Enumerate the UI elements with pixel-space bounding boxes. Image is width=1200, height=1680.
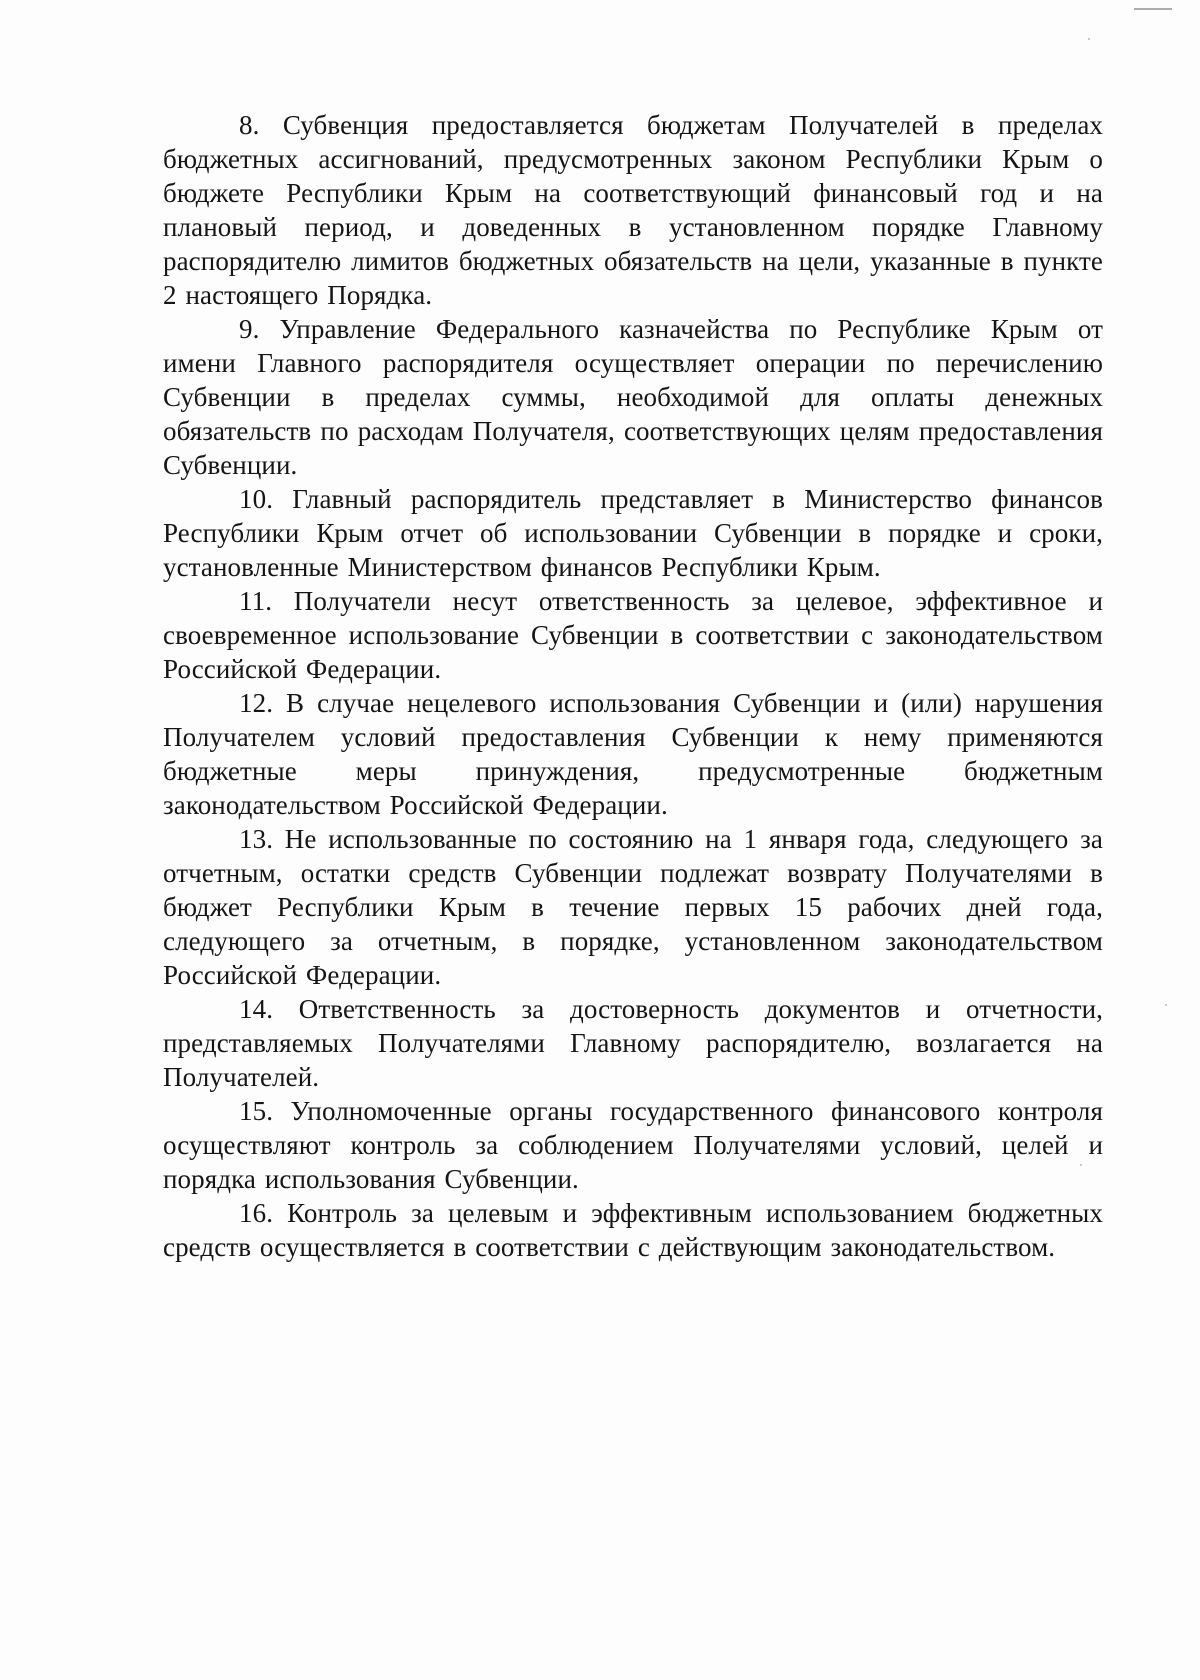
paragraph-12: 12. В случае нецелевого использования Субвенции и (или) нарушения Получателем условий предоставления Субвенции к нему применяются бюджетные меры принуждения, предусмотренные бюджетным законодательством Российской Федерации.: [163, 688, 1103, 820]
document-body: [163, 108, 1103, 1264]
paragraph-9: 9. Управление Федерального казначейства по Республике Крым от имени Главного распорядителя осуществляет операции по перечислению Субвенции в пределах суммы, необходимой для оплаты денежных обязательств по расходам Получателя, соответствующих целям предоставления Субвенции.: [163, 314, 1103, 480]
scan-artifact-dot: [1165, 1004, 1167, 1006]
paragraph-16: 16. Контроль за целевым и эффективным использованием бюджетных средств осуществляется в соответствии с действующим законодательством.: [163, 1198, 1103, 1262]
paragraph-10: 10. Главный распорядитель представляет в Министерство финансов Республики Крым отчет об использовании Субвенции в порядке и сроки, установленные Министерством финансов Республики Крым.: [163, 484, 1103, 582]
paragraph-11: 11. Получатели несут ответственность за целевое, эффективное и своевременное использование Субвенции в соответствии с законодательством Российской Федерации.: [163, 586, 1103, 684]
paragraph-15: 15. Уполномоченные органы государственного финансового контроля осуществляют контроль за соблюдением Получателями условий, целей и порядка использования Субвенции.: [163, 1096, 1103, 1194]
paragraph-8: 8. Субвенция предоставляется бюджетам Получателей в пределах бюджетных ассигнований, предусмотренных законом Республики Крым о бюджете Республики Крым на соответствующий финансовый год и на плановый период, и доведенных в установленном порядке Главному распорядителю лимитов бюджетных обязательств на цели, указанные в пункте 2 настоящего Порядка.: [163, 110, 1103, 310]
scan-artifact-line: [1134, 8, 1172, 10]
scan-artifact-dot: [1088, 38, 1090, 40]
paragraph-14: 14. Ответственность за достоверность документов и отчетности, представляемых Получателями Главному распорядителю, возлагается на Получателей.: [163, 994, 1103, 1092]
paragraph-13: 13. Не использованные по состоянию на 1 января года, следующего за отчетным, остатки средств Субвенции подлежат возврату Получателями в бюджет Республики Крым в течение первых 15 рабочих дней года, следующего за отчетным, в порядке, установленном законодательством Российской Федерации.: [163, 824, 1103, 990]
